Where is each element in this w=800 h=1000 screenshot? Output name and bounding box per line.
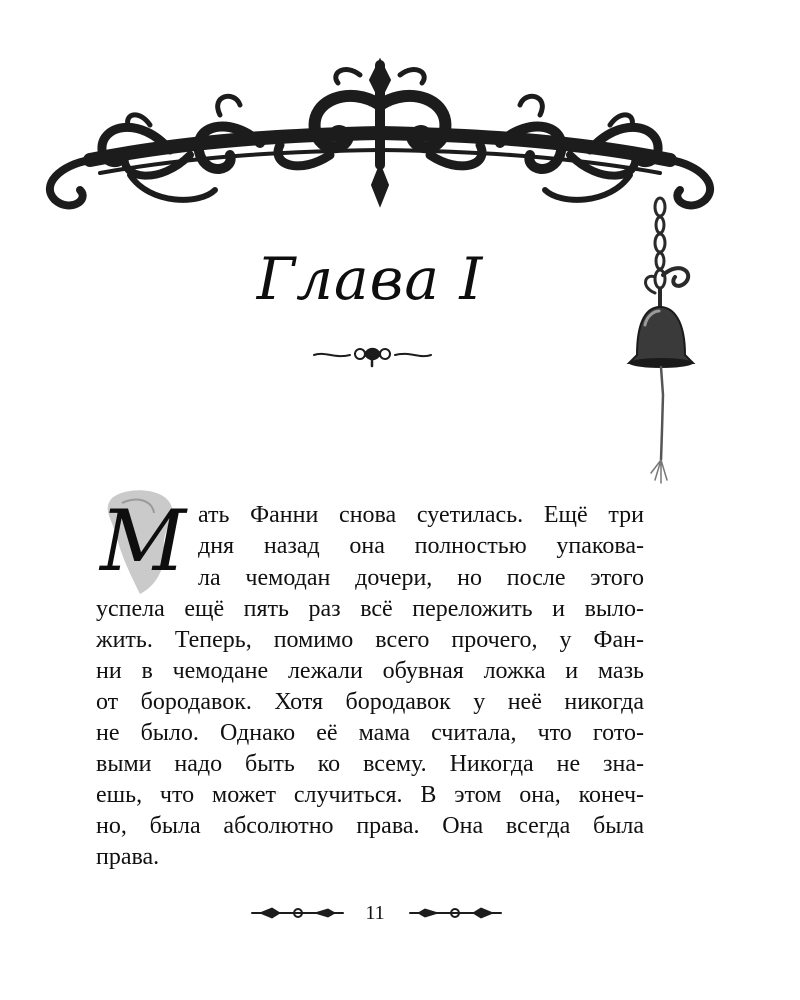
drop-cap xyxy=(92,488,192,596)
paragraph-line: дня назад она полностью упакова- xyxy=(198,533,644,559)
paragraph-line: но, была абсолютно права. Она всегда была xyxy=(96,813,644,839)
paragraph-line: от бородавок. Хотя бородавок у неё никогда xyxy=(96,689,644,715)
paragraph-line: выми надо быть ко всему. Никогда не зна- xyxy=(96,751,644,777)
paragraph-line: успела ещё пять раз всё переложить и выло- xyxy=(96,596,644,622)
paragraph-line: ешь, что может случиться. В этом она, конеч- xyxy=(96,782,644,808)
paragraph-line: жить. Теперь, помимо всего прочего, у Фан- xyxy=(96,627,644,653)
paragraph-line: права. xyxy=(96,844,160,870)
drop-cap-letter: М xyxy=(100,492,187,590)
flourish-divider-icon xyxy=(250,904,345,922)
chapter-title: Глава I xyxy=(256,245,484,313)
paragraph-line: ни в чемодане лежали обувная ложка и мазь xyxy=(96,658,644,684)
flourish-divider-icon xyxy=(408,904,503,922)
paragraph-line: ать Фанни снова суетилась. Ещё три xyxy=(198,502,644,528)
hanging-bell-icon xyxy=(615,195,725,490)
page-number: 11 xyxy=(365,902,385,924)
paragraph-line: ла чемодан дочери, но после этого xyxy=(198,565,644,591)
page-footer xyxy=(250,900,500,928)
flourish-divider-icon xyxy=(310,342,435,368)
paragraph-line: не было. Однако её мама считала, что гото- xyxy=(96,720,644,746)
